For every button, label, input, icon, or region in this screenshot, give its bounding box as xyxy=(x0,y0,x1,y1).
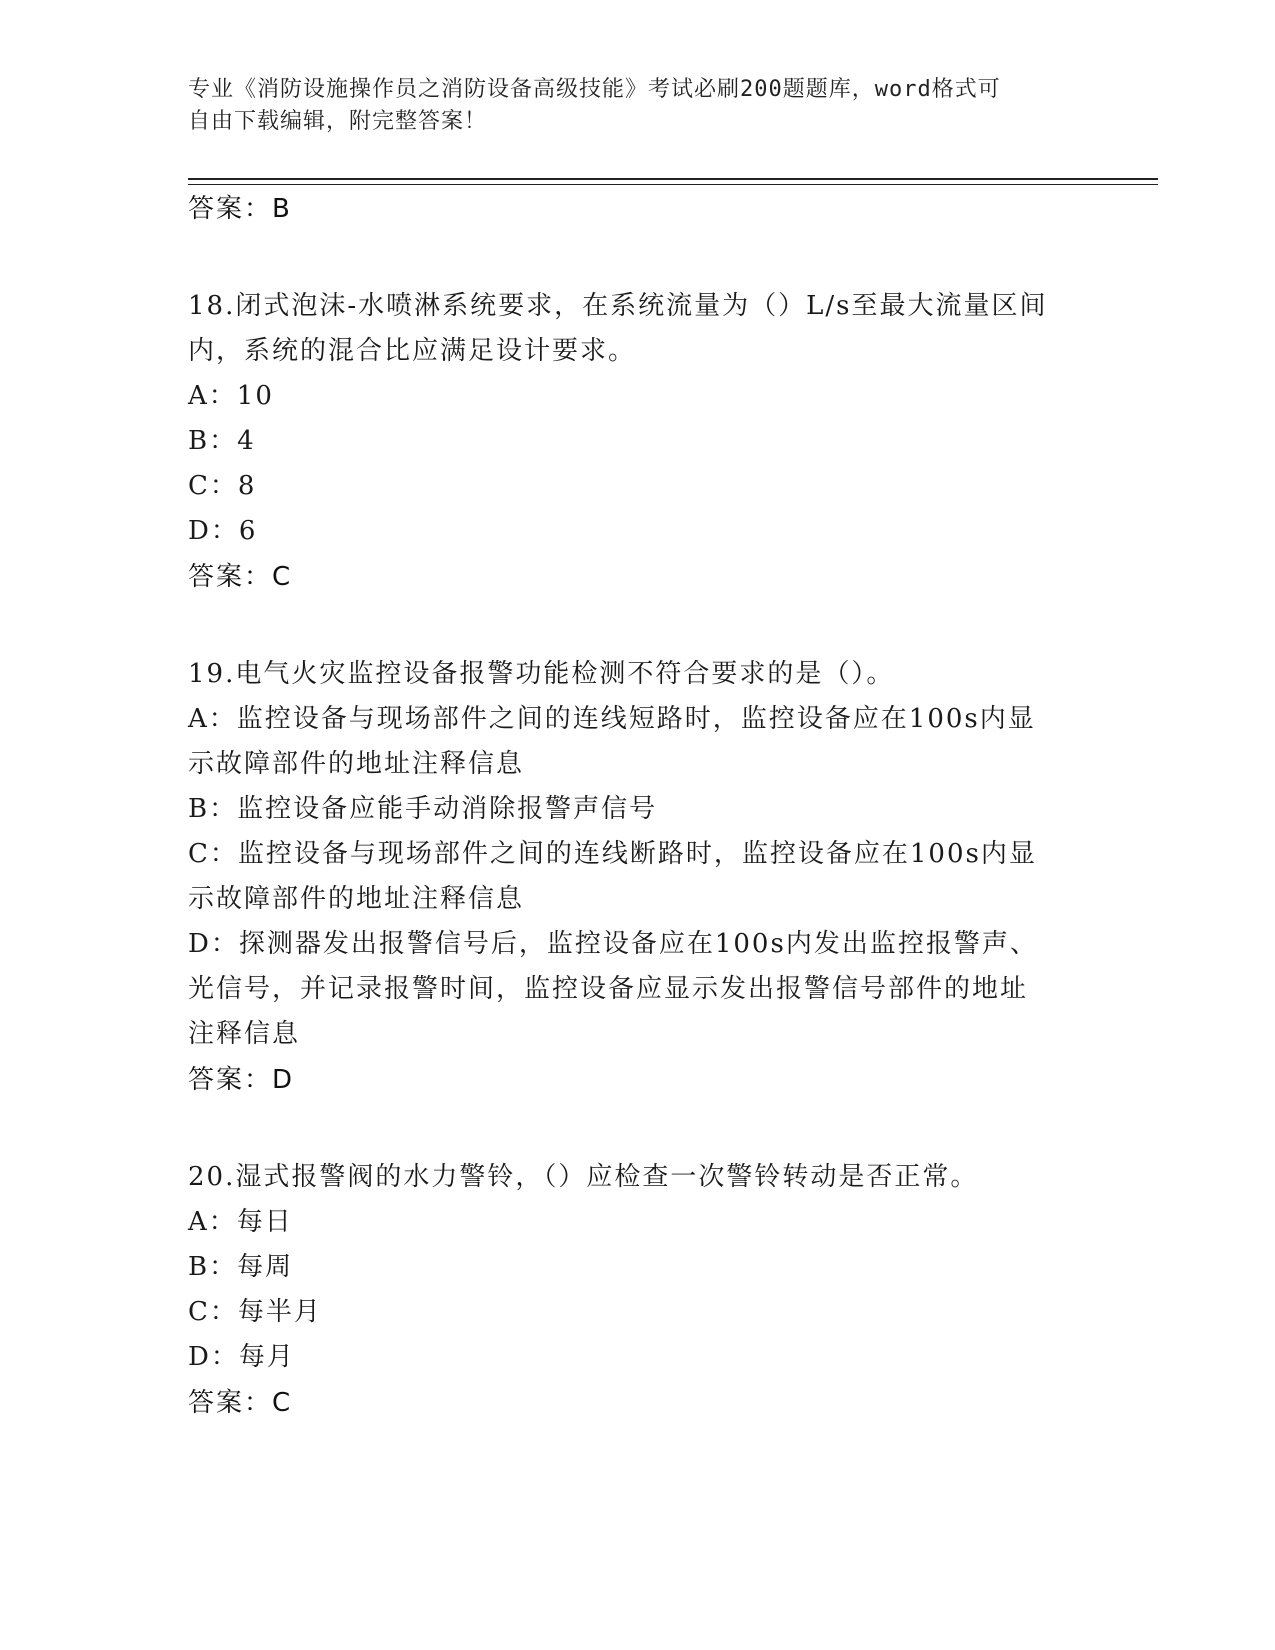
option-line: A：每日 xyxy=(188,1207,293,1237)
answer-label: 答案：C xyxy=(188,562,293,592)
option-line: 注释信息 xyxy=(188,1019,301,1049)
answer-label: 答案：C xyxy=(188,1388,293,1418)
question-stem xyxy=(188,284,1088,374)
question-stem xyxy=(188,652,1088,697)
option-line: A：监控设备与现场部件之间的连线短路时，监控设备应在100s内显 xyxy=(188,704,1036,734)
option-line: C：8 xyxy=(188,471,257,501)
option-line: C：每半月 xyxy=(188,1297,322,1327)
stem-line: 20.湿式报警阀的水力警铃，（）应检查一次警铃转动是否正常。 xyxy=(188,1162,979,1192)
option-b xyxy=(188,787,1088,832)
answer-label: 答案：D xyxy=(188,1065,295,1095)
page-header xyxy=(188,74,1088,138)
stem-line: 19.电气火灾监控设备报警功能检测不符合要求的是（）。 xyxy=(188,659,895,689)
option-c xyxy=(188,1290,1088,1335)
header-line-2: 自由下载编辑，附完整答案！ xyxy=(188,109,488,134)
option-line: D：6 xyxy=(188,516,258,546)
option-line: D：每月 xyxy=(188,1342,295,1372)
option-b xyxy=(188,419,1088,464)
option-b xyxy=(188,1245,1088,1290)
option-c xyxy=(188,832,1088,922)
option-line: 光信号，并记录报警时间，监控设备应显示发出报警信号部件的地址 xyxy=(188,974,1029,1004)
header-divider-thin xyxy=(188,184,1158,185)
option-line: A：10 xyxy=(188,381,274,411)
option-line: B：每周 xyxy=(188,1252,294,1282)
option-a xyxy=(188,374,1088,419)
question-block xyxy=(188,652,1088,1103)
stem-line: 18.闭式泡沫-水喷淋系统要求，在系统流量为（）L/s至最大流量区间 xyxy=(188,291,1048,321)
question-block xyxy=(188,284,1088,600)
question-stem xyxy=(188,1155,1088,1200)
option-line: D：探测器发出报警信号后，监控设备应在100s内发出监控报警声、 xyxy=(188,929,1038,959)
question-block xyxy=(188,1155,1088,1426)
option-line: 示故障部件的地址注释信息 xyxy=(188,749,525,779)
answer-label: 答案：B xyxy=(188,194,292,224)
option-d xyxy=(188,1335,1088,1380)
question-content xyxy=(188,186,1088,1426)
option-a xyxy=(188,697,1088,787)
option-c xyxy=(188,464,1088,509)
option-line: 示故障部件的地址注释信息 xyxy=(188,884,525,914)
option-line: C：监控设备与现场部件之间的连线断路时，监控设备应在100s内显 xyxy=(188,839,1037,869)
stem-line: 内，系统的混合比应满足设计要求。 xyxy=(188,336,637,366)
option-d xyxy=(188,922,1088,1057)
header-line-1: 专业《消防设施操作员之消防设备高级技能》考试必刷200题题库，word格式可 xyxy=(188,77,1001,102)
option-line: B：监控设备应能手动消除报警声信号 xyxy=(188,794,658,824)
option-a xyxy=(188,1200,1088,1245)
option-d xyxy=(188,509,1088,554)
header-divider xyxy=(188,178,1158,180)
option-line: B：4 xyxy=(188,426,256,456)
